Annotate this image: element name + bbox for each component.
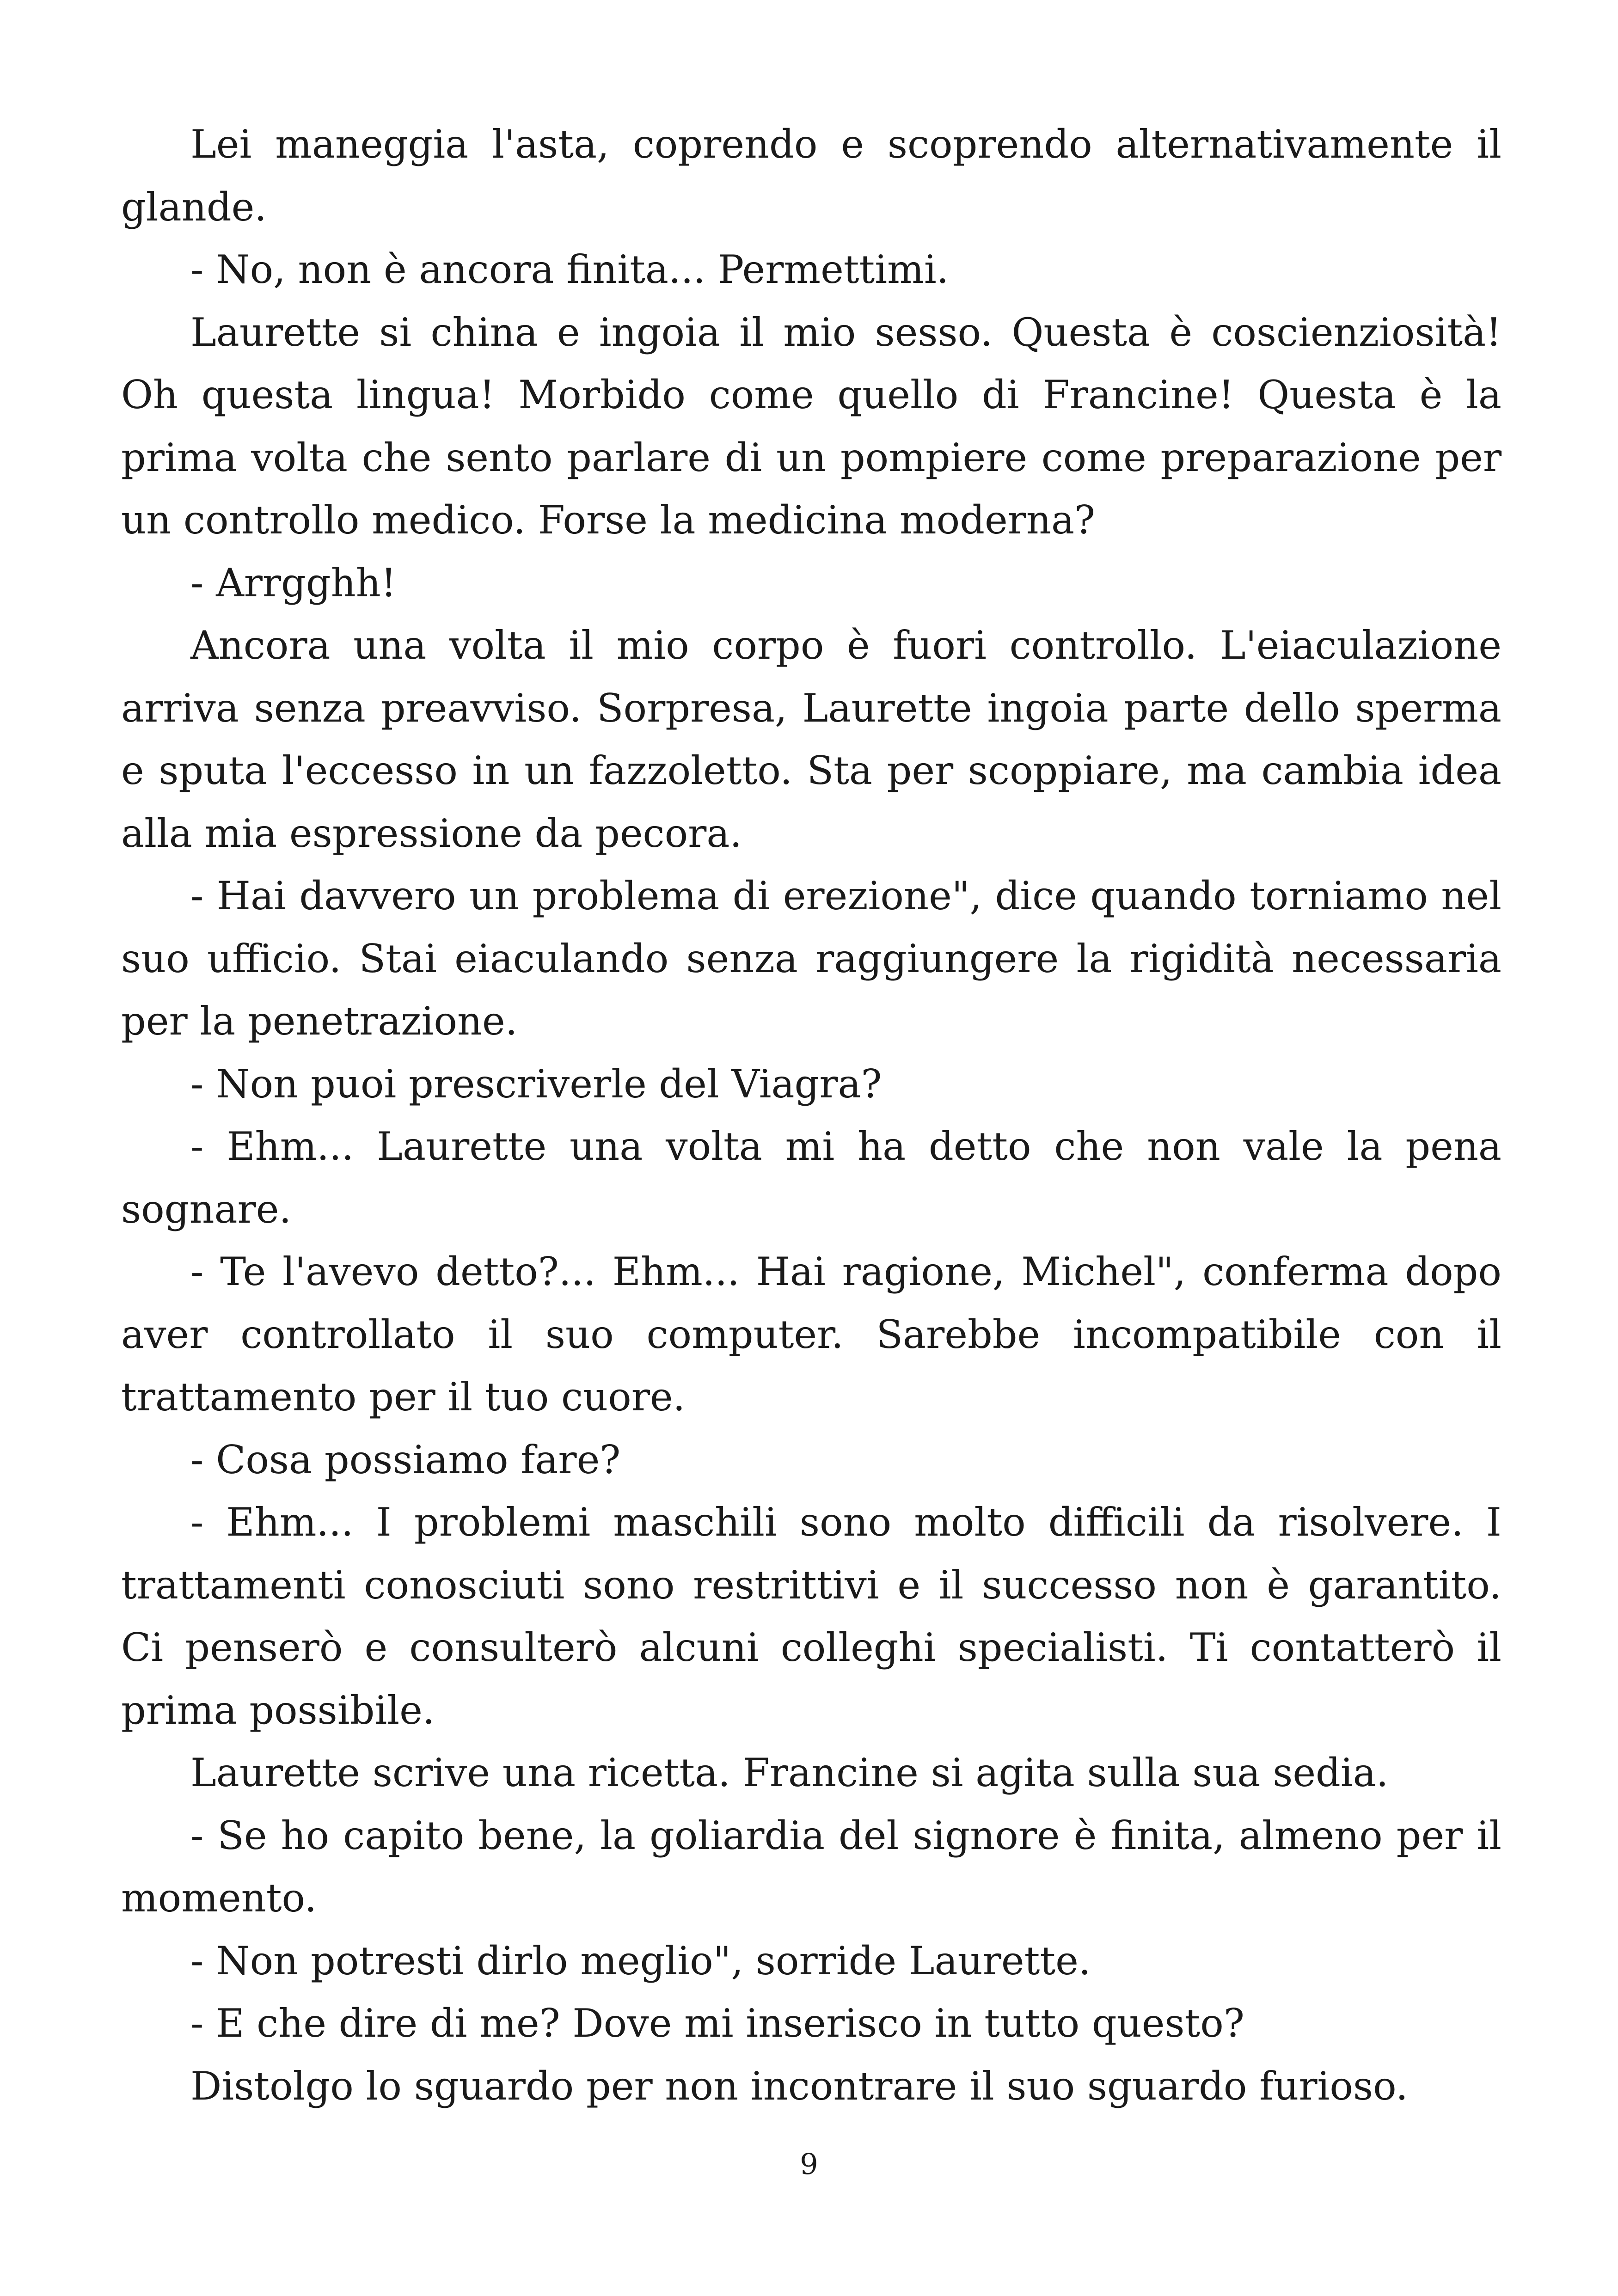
paragraph: - Arrgghh! bbox=[190, 560, 397, 606]
paragraph: - Se ho capito bene, la goliardia del signore è finita, almeno per il momento. bbox=[121, 1812, 1502, 1921]
paragraph: - E che dire di me? Dove mi inserisco in tutto questo? bbox=[190, 2001, 1244, 2046]
body-text bbox=[121, 113, 1502, 2118]
paragraph: Ancora una volta il mio corpo è fuori controllo. L'eiaculazione arriva senza preavviso. Sorpresa, Laurette ingoia parte dello sperma e sputa l'eccesso in un fazzoletto. Sta per scoppiare, ma cambia idea alla mia espressione da pecora. bbox=[121, 623, 1502, 856]
paragraph: - Hai davvero un problema di erezione", dice quando torniamo nel suo ufficio. Stai eiaculando senza raggiungere la rigidità necessaria per la penetrazione. bbox=[121, 873, 1502, 1044]
paragraph: Laurette si china e ingoia il mio sesso. Questa è coscienziosità! Oh questa lingua! Morbido come quello di Francine! Questa è la prima volta che sento parlare di un pompiere come preparazione per un controllo medico. Forse la medicina moderna? bbox=[121, 309, 1502, 543]
paragraph: Distolgo lo sguardo per non incontrare il suo sguardo furioso. bbox=[190, 2063, 1408, 2109]
paragraph: - No, non è ancora finita... Permettimi. bbox=[190, 247, 949, 292]
paragraph: - Te l'avevo detto?... Ehm... Hai ragione, Michel", conferma dopo aver controllato il suo computer. Sarebbe incompatibile con il trattamento per il tuo cuore. bbox=[121, 1249, 1502, 1420]
paragraph: - Cosa possiamo fare? bbox=[190, 1437, 621, 1482]
page-number: 9 bbox=[800, 2147, 818, 2181]
paragraph: - Non potresti dirlo meglio", sorride Laurette. bbox=[190, 1938, 1091, 1984]
paragraph: Lei maneggia l'asta, coprendo e scoprendo alternativamente il glande. bbox=[121, 122, 1502, 230]
paragraph: - Ehm... Laurette una volta mi ha detto che non vale la pena sognare. bbox=[121, 1124, 1502, 1232]
paragraph: - Ehm... I problemi maschili sono molto difficili da risolvere. I trattamenti conosciuti sono restrittivi e il successo non è garantito. Ci penserò e consulterò alcuni colleghi specialisti. Ti contatterò il prima possibile. bbox=[121, 1500, 1502, 1733]
paragraph: Laurette scrive una ricetta. Francine si agita sulla sua sedia. bbox=[190, 1750, 1389, 1795]
paragraph: - Non puoi prescriverle del Viagra? bbox=[190, 1061, 882, 1107]
